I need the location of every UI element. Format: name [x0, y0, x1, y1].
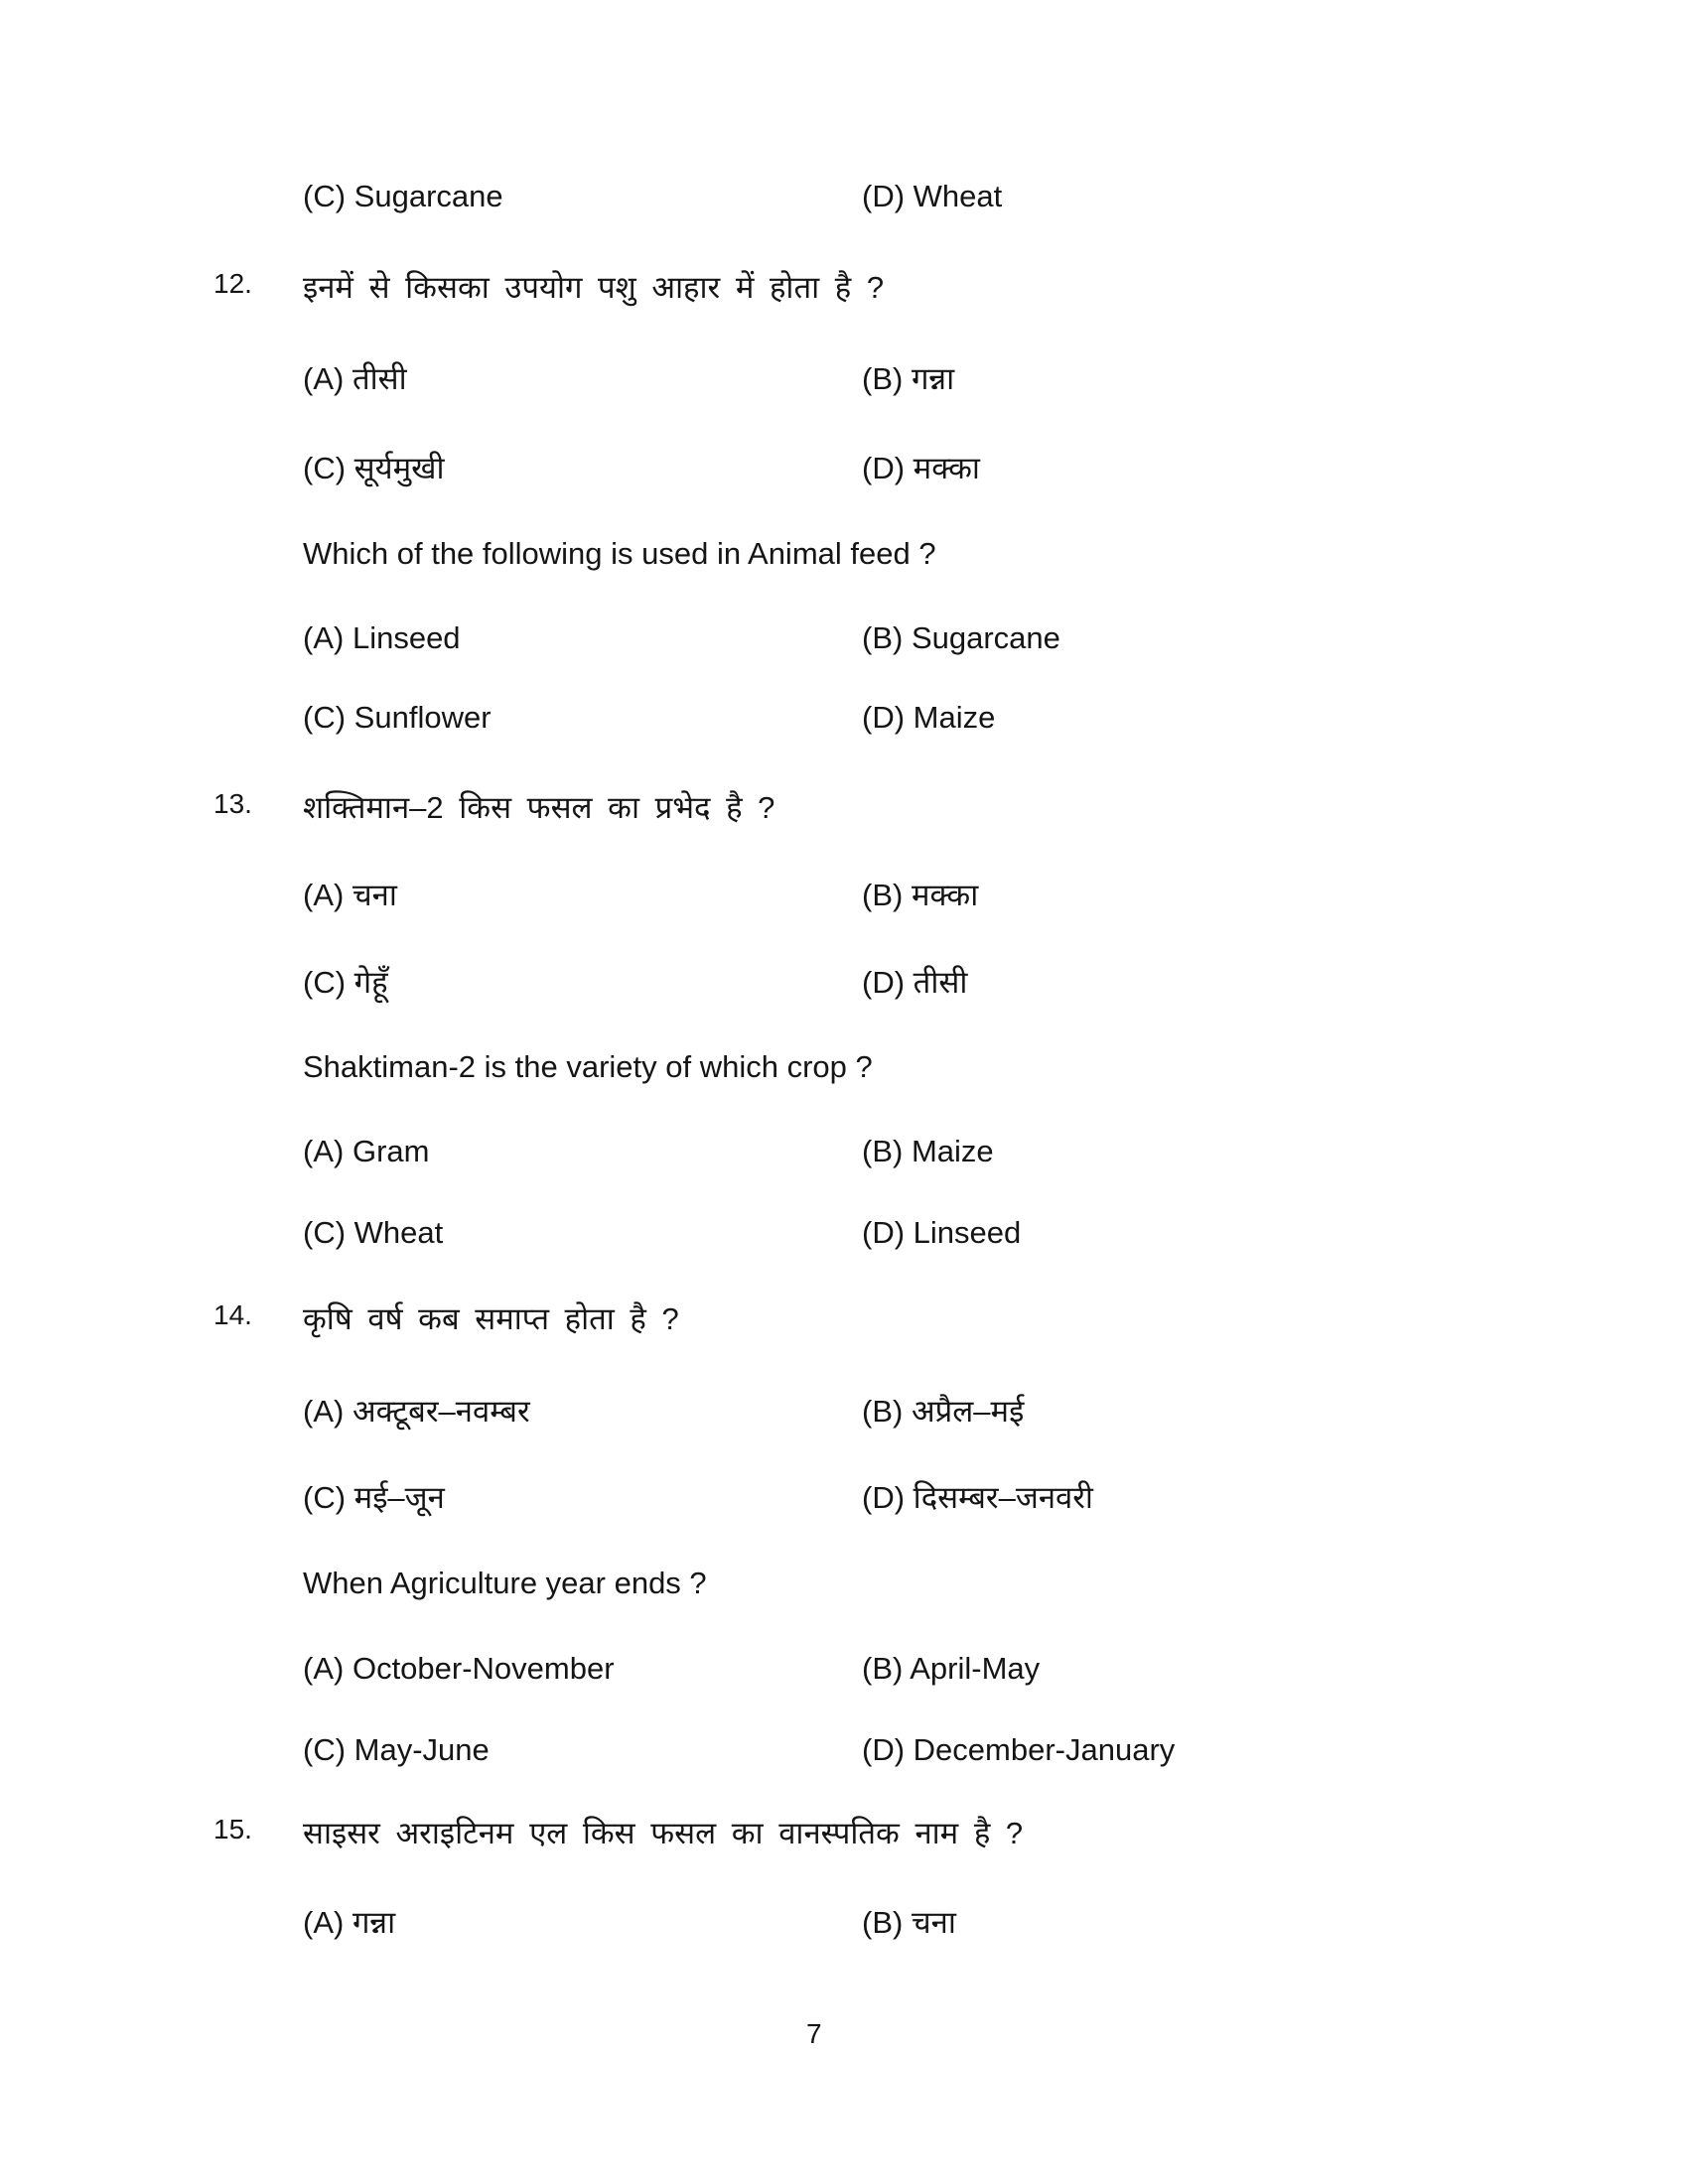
option-text: Sunflower — [353, 700, 492, 735]
carryover-options-row — [0, 179, 1688, 222]
option-label: (A) — [303, 620, 345, 655]
question-15-hindi-options-ab — [0, 1901, 1688, 1945]
option-text: गन्ना — [911, 361, 955, 396]
option-label: (C) — [303, 1732, 347, 1767]
option-label: (A) — [303, 1651, 345, 1686]
option-label: (A) — [303, 361, 345, 396]
option-b — [862, 1390, 1024, 1432]
question-number: 14. — [213, 1299, 252, 1330]
option-label: (B) — [862, 1394, 904, 1429]
option-c — [303, 1732, 490, 1768]
question-number: 12. — [213, 268, 252, 299]
option-label: (C) — [303, 965, 347, 1000]
option-b — [862, 620, 1060, 656]
option-d — [862, 700, 995, 736]
option-label: (C) — [303, 451, 347, 485]
option-label: (C) — [303, 700, 347, 735]
option-label: (D) — [862, 965, 906, 1000]
question-12-english-options-ab — [0, 620, 1688, 664]
question-15-hindi — [0, 1812, 1688, 1855]
question-13-english-options-cd — [0, 1215, 1688, 1259]
question-12-hindi — [0, 266, 1688, 310]
question-text-hindi: शक्तिमान–2 किस फसल का प्रभेद है ? — [303, 790, 775, 825]
option-d — [862, 179, 1002, 214]
option-label: (B) — [862, 1651, 904, 1686]
option-text: Sugarcane — [353, 179, 503, 213]
option-text: Wheat — [353, 1215, 444, 1250]
option-text: Wheat — [913, 179, 1003, 213]
option-label: (B) — [862, 620, 904, 655]
question-14-english-options-cd — [0, 1732, 1688, 1776]
option-label: (A) — [303, 1905, 345, 1940]
option-a — [303, 1651, 615, 1687]
option-label: (D) — [862, 1215, 906, 1250]
option-b — [862, 1901, 956, 1943]
option-text: Gram — [352, 1134, 430, 1168]
option-a — [303, 1390, 530, 1432]
question-12-english — [0, 536, 1688, 580]
option-d — [862, 961, 967, 1003]
question-text-english: When Agriculture year ends ? — [303, 1566, 707, 1600]
option-label: (C) — [303, 1480, 347, 1515]
option-text: मक्का — [913, 451, 980, 485]
question-13-hindi-options-cd — [0, 961, 1688, 1005]
option-b — [862, 1651, 1040, 1687]
option-c — [303, 1215, 443, 1251]
question-number: 15. — [213, 1814, 252, 1844]
option-text: Linseed — [352, 620, 461, 655]
option-b — [862, 1134, 994, 1169]
question-text-hindi: इनमें से किसका उपयोग पशु आहार में होता है ? — [303, 270, 885, 305]
question-14-english — [0, 1566, 1688, 1609]
option-text: Sugarcane — [911, 620, 1060, 655]
option-text: Maize — [913, 700, 996, 735]
option-text: गन्ना — [352, 1905, 396, 1940]
option-a — [303, 1901, 395, 1943]
option-label: (C) — [303, 1215, 347, 1250]
option-label: (A) — [303, 1394, 345, 1429]
question-12-hindi-options-cd — [0, 447, 1688, 490]
option-c — [303, 1476, 445, 1518]
option-label: (B) — [862, 1905, 904, 1940]
option-d — [862, 1476, 1093, 1518]
option-label: (B) — [862, 1134, 904, 1168]
option-d — [862, 447, 980, 488]
option-b — [862, 357, 954, 399]
option-d — [862, 1215, 1021, 1251]
option-a — [303, 874, 397, 915]
option-label: (D) — [862, 179, 906, 213]
question-14-hindi-options-cd — [0, 1476, 1688, 1520]
option-text: तीसी — [352, 361, 407, 396]
option-text: अप्रैल–मई — [911, 1394, 1025, 1429]
option-label: (D) — [862, 700, 906, 735]
option-text: तीसी — [913, 965, 968, 1000]
option-text: October-November — [352, 1651, 615, 1686]
option-c — [303, 447, 445, 488]
question-14-hindi — [0, 1297, 1688, 1341]
option-label: (A) — [303, 1134, 345, 1168]
option-c — [303, 961, 388, 1003]
question-text-hindi: कृषि वर्ष कब समाप्त होता है ? — [303, 1301, 679, 1336]
option-text: मई–जून — [353, 1480, 445, 1515]
option-text: अक्टूबर–नवम्बर — [352, 1394, 530, 1429]
page-number: 7 — [806, 2018, 822, 2049]
option-text: December-January — [913, 1732, 1176, 1767]
option-text: Linseed — [913, 1215, 1022, 1250]
question-12-hindi-options-ab — [0, 357, 1688, 401]
option-c — [303, 700, 492, 736]
option-a — [303, 620, 461, 656]
option-b — [862, 874, 978, 915]
option-text: सूर्यमुखी — [353, 451, 445, 485]
option-label: (D) — [862, 1480, 906, 1515]
question-number: 13. — [213, 788, 252, 819]
option-label: (B) — [862, 878, 904, 912]
question-text-english: Shaktiman-2 is the variety of which crop ? — [303, 1049, 873, 1084]
question-text-english: Which of the following is used in Animal feed ? — [303, 536, 936, 571]
option-d — [862, 1732, 1175, 1768]
option-text: चना — [352, 878, 397, 912]
option-label: (D) — [862, 451, 906, 485]
question-13-english — [0, 1049, 1688, 1093]
question-13-hindi-options-ab — [0, 874, 1688, 917]
question-text-hindi: साइसर अराइटिनम एल किस फसल का वानस्पतिक नाम है ? — [303, 1816, 1024, 1850]
option-a — [303, 357, 407, 399]
option-text: गेहूँ — [353, 965, 388, 1000]
option-text: Maize — [911, 1134, 994, 1168]
option-label: (A) — [303, 878, 345, 912]
option-text: May-June — [353, 1732, 490, 1767]
question-13-hindi — [0, 786, 1688, 830]
option-text: मक्का — [911, 878, 979, 912]
option-text: दिसम्बर–जनवरी — [913, 1480, 1093, 1515]
question-14-english-options-ab — [0, 1651, 1688, 1695]
option-label: (D) — [862, 1732, 906, 1767]
question-14-hindi-options-ab — [0, 1390, 1688, 1433]
option-c — [303, 179, 503, 214]
question-12-english-options-cd — [0, 700, 1688, 744]
option-label: (C) — [303, 179, 347, 213]
option-text: चना — [911, 1905, 956, 1940]
option-a — [303, 1134, 429, 1169]
option-label: (B) — [862, 361, 904, 396]
option-text: April-May — [910, 1651, 1041, 1686]
question-13-english-options-ab — [0, 1134, 1688, 1177]
